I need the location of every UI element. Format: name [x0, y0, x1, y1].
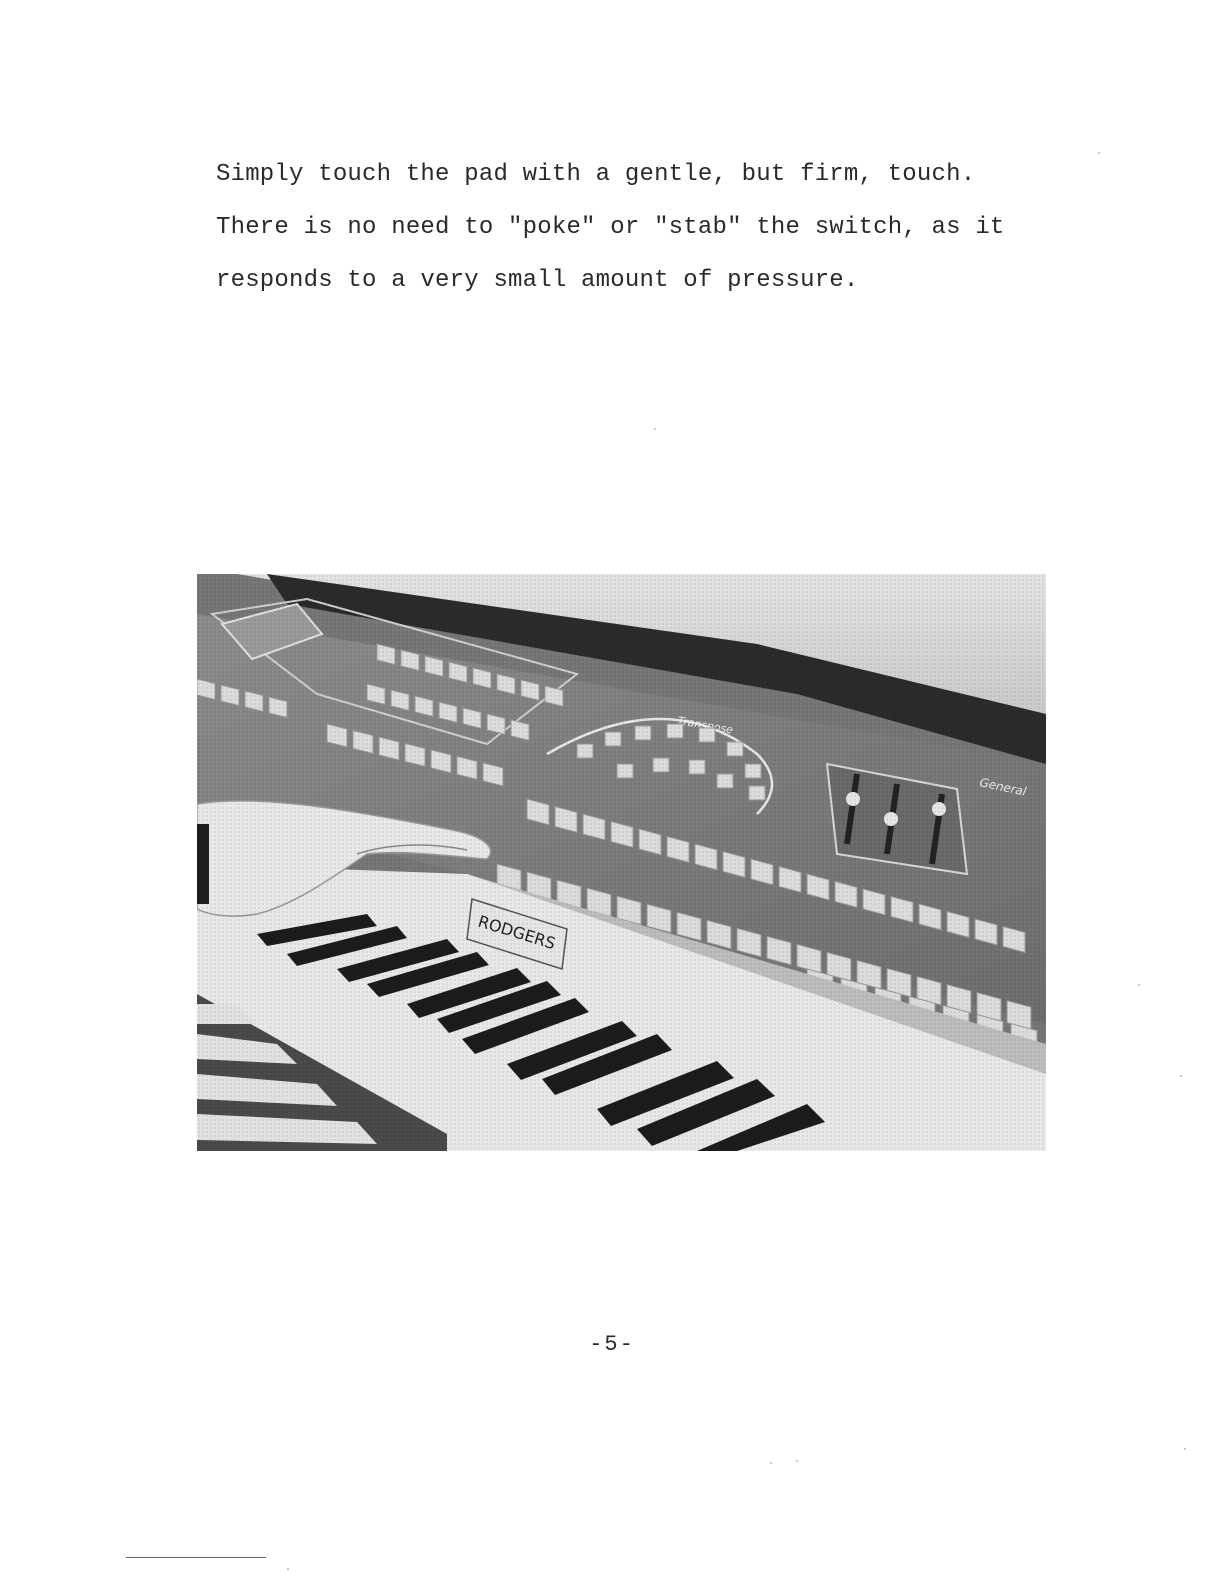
scan-speck	[1098, 152, 1100, 154]
scan-speck	[1138, 984, 1140, 986]
scan-speck	[287, 1568, 289, 1570]
scan-speck	[654, 428, 656, 430]
paragraph-line-3: responds to a very small amount of pressure.	[216, 267, 859, 294]
organ-console-photo	[197, 574, 1046, 1151]
paragraph-line-2: There is no need to "poke" or "stab" the switch, as it	[216, 214, 1005, 241]
body-paragraph	[216, 148, 1036, 307]
paragraph-line-1: Simply touch the pad with a gentle, but firm, touch.	[216, 161, 976, 188]
footer-rule	[126, 1557, 266, 1558]
scan-speck	[1184, 1448, 1186, 1450]
page-number: -5-	[589, 1332, 635, 1357]
scan-speck	[796, 1460, 798, 1462]
scan-speck	[1180, 1075, 1182, 1077]
scan-speck	[770, 1462, 772, 1464]
